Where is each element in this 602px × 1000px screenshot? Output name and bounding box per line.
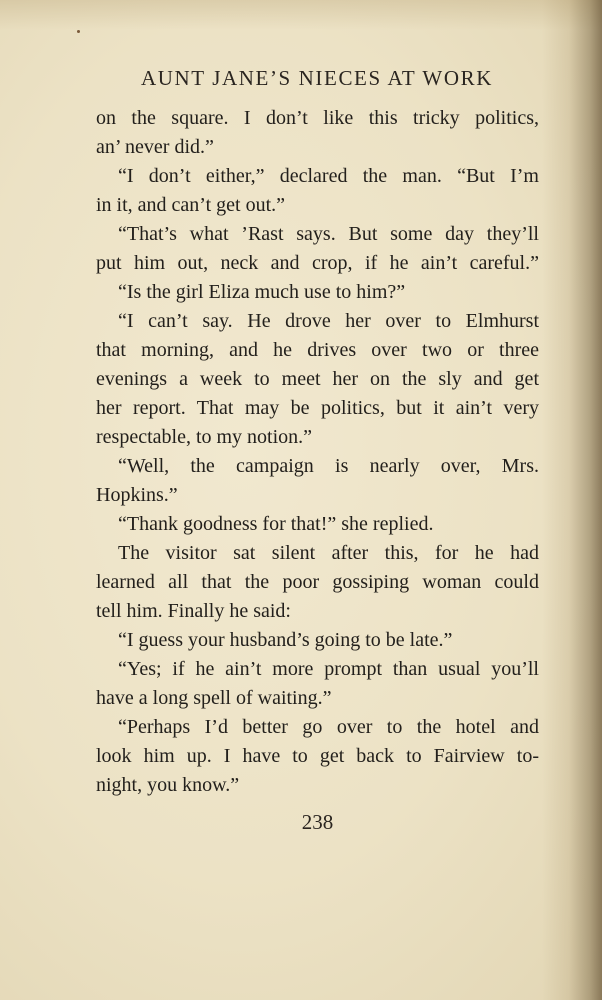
- page-number: 238: [301, 810, 334, 834]
- text-line: “I don’t either,” declared the man. “But I’m: [118, 165, 539, 187]
- text-line: on the square. I don’t like this tricky politics,: [96, 107, 539, 129]
- text-line: “Perhaps I’d better go over to the hotel and: [118, 716, 539, 738]
- text-line: her report. That may be politics, but it ain’t very: [96, 397, 539, 419]
- text-line: night, you know.”: [96, 774, 240, 796]
- text-line: learned all that the poor gossiping woman could: [96, 571, 539, 593]
- text-line: “Thank goodness for that!” she replied.: [118, 513, 434, 535]
- text-line: tell him. Finally he said:: [96, 600, 291, 622]
- text-line: in it, and can’t get out.”: [96, 194, 286, 216]
- text-line: that morning, and he drives over two or three: [96, 339, 539, 361]
- text-line: “That’s what ’Rast says. But some day they’ll: [118, 223, 539, 245]
- ink-speck: [77, 30, 80, 33]
- text-line: evenings a week to meet her on the sly and get: [96, 368, 539, 390]
- text-line: “Well, the campaign is nearly over, Mrs.: [118, 455, 539, 477]
- body-text: [96, 104, 539, 800]
- text-line: respectable, to my notion.”: [96, 426, 313, 448]
- text-line: “Yes; if he ain’t more prompt than usual you’ll: [118, 658, 539, 680]
- text-line: an’ never did.”: [96, 136, 214, 158]
- text-line: “I guess your husband’s going to be late.”: [118, 629, 453, 651]
- text-line: put him out, neck and crop, if he ain’t careful.”: [96, 252, 539, 274]
- text-line: “I can’t say. He drove her over to Elmhurst: [118, 310, 539, 332]
- text-line: look him up. I have to get back to Fairview to-: [96, 745, 539, 767]
- text-line: “Is the girl Eliza much use to him?”: [118, 281, 406, 303]
- text-line: The visitor sat silent after this, for he had: [118, 542, 539, 564]
- text-line: have a long spell of waiting.”: [96, 687, 332, 709]
- running-head: AUNT JANE’S NIECES AT WORK: [141, 66, 493, 90]
- text-line: Hopkins.”: [96, 484, 178, 506]
